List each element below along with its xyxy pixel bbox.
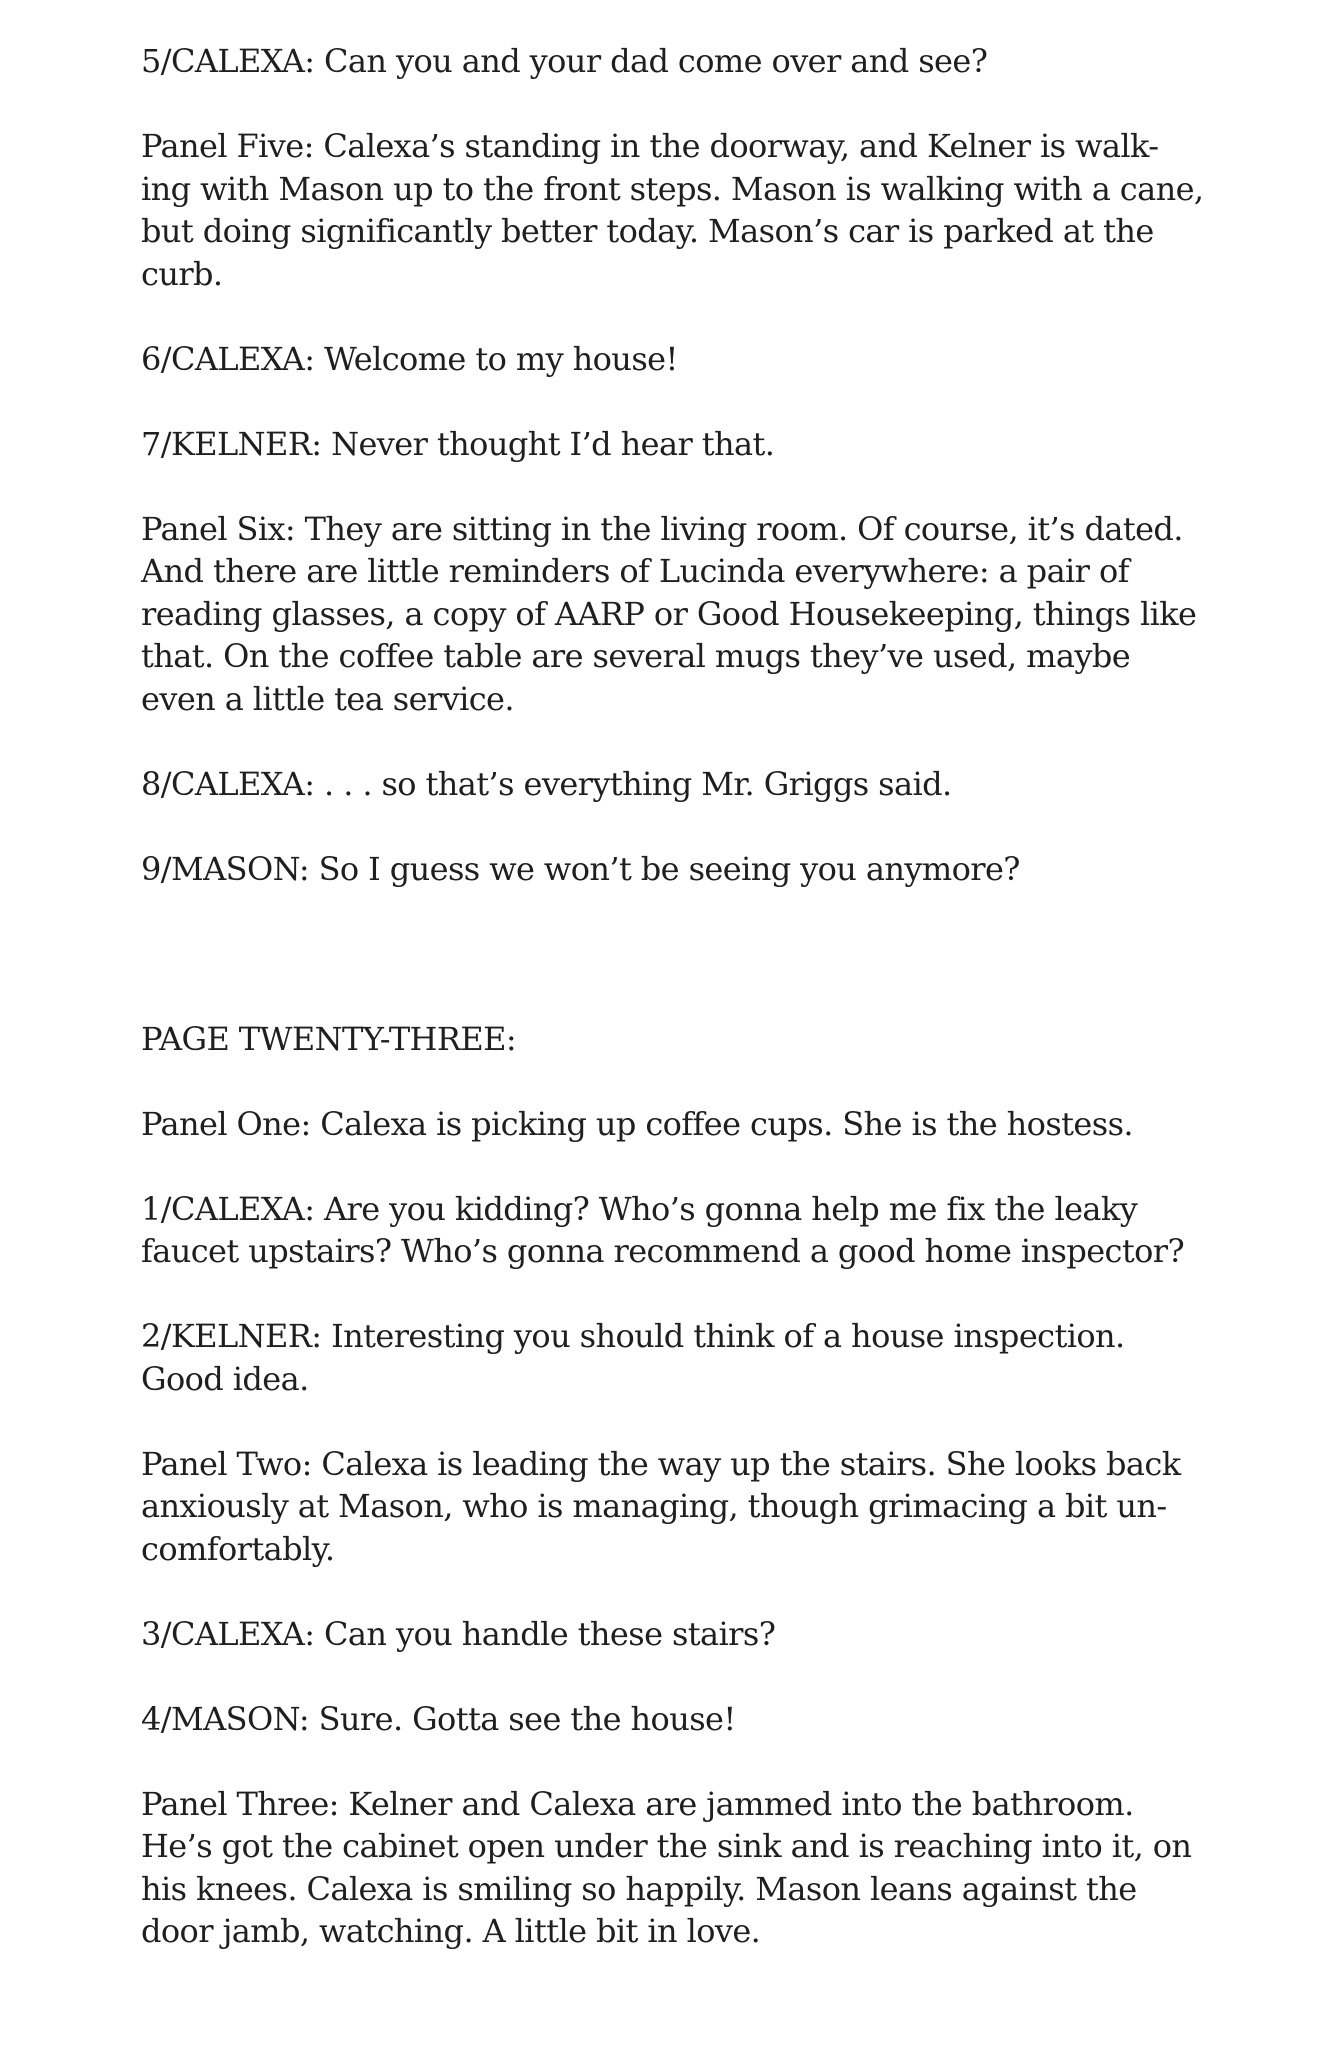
text-line: 1/CALEXA: Are you kidding? Who’s gonna help me fix the leaky bbox=[141, 1189, 1138, 1228]
page-heading bbox=[141, 1018, 1281, 1061]
text-line: And there are little reminders of Lucinda everywhere: a pair of bbox=[141, 552, 1129, 590]
text-line: 9/MASON: So I guess we won’t be seeing you anymore? bbox=[141, 849, 1020, 888]
text-line: Panel Six: They are sitting in the living room. Of course, it’s dated. bbox=[141, 509, 1183, 548]
panel-one-description bbox=[141, 1103, 1281, 1146]
dialogue-4-mason bbox=[141, 1698, 1281, 1741]
text-line: even a little tea service. bbox=[141, 679, 514, 718]
dialogue-5-calexa bbox=[141, 40, 1281, 83]
text-line: that. On the coffee table are several mugs they’ve used, maybe bbox=[141, 637, 1131, 675]
section-spacer bbox=[141, 933, 1281, 1018]
text-line: Panel Two: Calexa is leading the way up the stairs. She looks back bbox=[141, 1444, 1181, 1483]
script-page bbox=[141, 40, 1281, 1995]
dialogue-6-calexa bbox=[141, 338, 1281, 381]
panel-two-description bbox=[141, 1443, 1281, 1571]
text-line: ing with Mason up to the front steps. Mason is walking with a cane, bbox=[141, 169, 1204, 208]
text-line: Panel Five: Calexa’s standing in the doorway, and Kelner is walk- bbox=[141, 127, 1159, 165]
text-line: PAGE TWENTY-THREE: bbox=[141, 1019, 517, 1058]
text-line: faucet upstairs? Who’s gonna recommend a good home inspector? bbox=[141, 1232, 1185, 1270]
text-line: 5/CALEXA: Can you and your dad come over and see? bbox=[141, 42, 988, 80]
text-line: door jamb, watching. A little bit in love. bbox=[141, 1912, 761, 1950]
text-line: 2/KELNER: Interesting you should think of a house inspection. bbox=[141, 1317, 1125, 1355]
text-line: but doing significantly better today. Mason’s car is parked at the bbox=[141, 212, 1154, 250]
text-line: 8/CALEXA: . . . so that’s everything Mr. Griggs said. bbox=[141, 764, 952, 803]
text-line: 4/MASON: Sure. Gotta see the house! bbox=[141, 1699, 736, 1738]
text-line: 3/CALEXA: Can you handle these stairs? bbox=[141, 1614, 776, 1653]
text-line: anxiously at Mason, who is managing, though grimacing a bit un- bbox=[141, 1487, 1167, 1525]
panel-six-description bbox=[141, 508, 1281, 721]
text-line: reading glasses, a copy of AARP or Good Housekeeping, things like bbox=[141, 594, 1197, 633]
dialogue-9-mason bbox=[141, 848, 1281, 891]
panel-three-description bbox=[141, 1783, 1281, 1953]
panel-five-description bbox=[141, 125, 1281, 295]
text-line: He’s got the cabinet open under the sink and is reaching into it, on bbox=[141, 1827, 1192, 1865]
text-line: his knees. Calexa is smiling so happily. Mason leans against the bbox=[141, 1869, 1137, 1908]
dialogue-1-calexa bbox=[141, 1188, 1281, 1273]
text-line: 6/CALEXA: Welcome to my house! bbox=[141, 339, 678, 378]
text-line: comfortably. bbox=[141, 1529, 335, 1568]
text-line: Panel Three: Kelner and Calexa are jammed into the bathroom. bbox=[141, 1784, 1134, 1823]
text-line: curb. bbox=[141, 254, 223, 293]
dialogue-3-calexa bbox=[141, 1613, 1281, 1656]
dialogue-7-kelner bbox=[141, 423, 1281, 466]
text-line: Good idea. bbox=[141, 1359, 309, 1398]
dialogue-2-kelner bbox=[141, 1315, 1281, 1400]
text-line: Panel One: Calexa is picking up coffee cups. She is the hostess. bbox=[141, 1104, 1133, 1143]
text-line: 7/KELNER: Never thought I’d hear that. bbox=[141, 424, 775, 463]
dialogue-8-calexa bbox=[141, 763, 1281, 806]
